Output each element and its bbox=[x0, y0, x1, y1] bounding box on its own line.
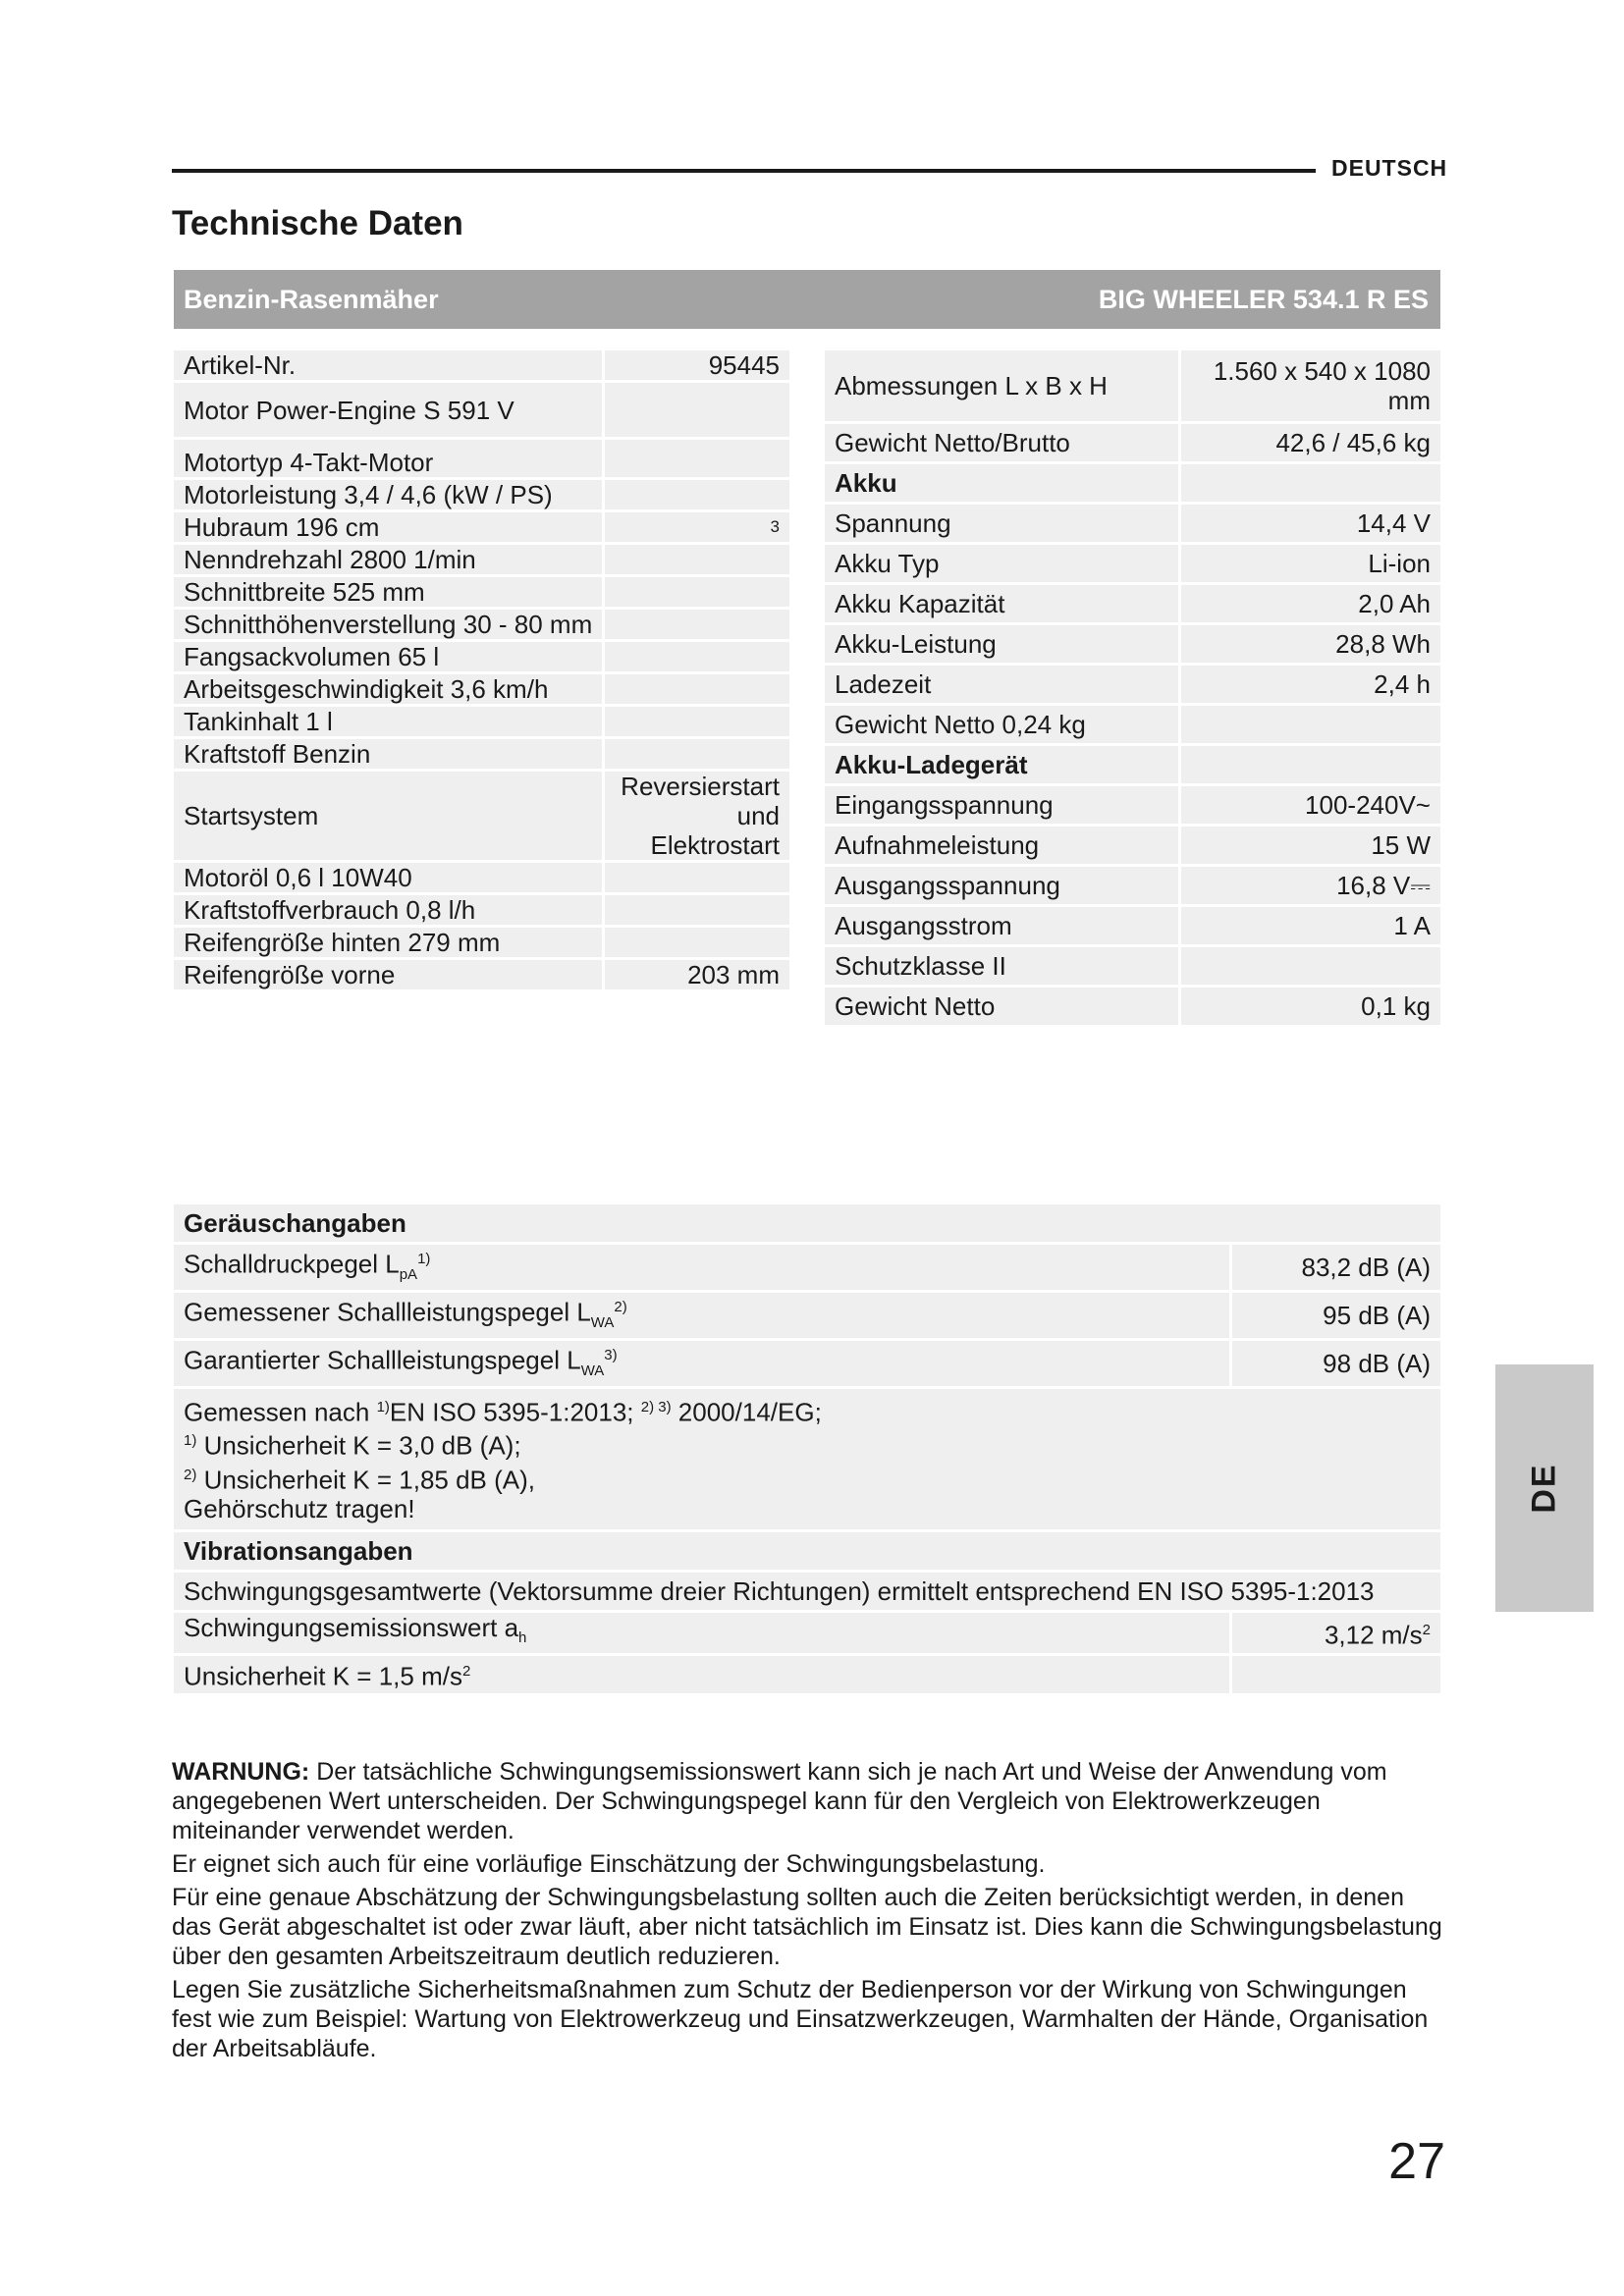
spec-value: 2,4 h bbox=[1181, 666, 1440, 703]
spec-value bbox=[1181, 464, 1440, 502]
spec-label: Spannung bbox=[825, 505, 1181, 542]
noise-value: 95 dB (A) bbox=[1232, 1293, 1440, 1338]
spec-label: Startsystem bbox=[174, 772, 605, 860]
spec-value-line2: Elektrostart bbox=[650, 830, 780, 860]
noise-vibration-table bbox=[174, 1201, 1440, 1696]
label-text: Schwingungsemissionswert a bbox=[184, 1612, 519, 1642]
table-row bbox=[174, 480, 789, 509]
note-line bbox=[184, 1393, 1431, 1427]
table-row bbox=[174, 545, 789, 574]
spec-value: Li-ion bbox=[1181, 545, 1440, 582]
table-row bbox=[174, 739, 789, 769]
note-text: EN ISO 5395-1:2013; bbox=[389, 1397, 641, 1427]
spec-value bbox=[605, 863, 789, 892]
spec-label: Reifengröße vorne bbox=[174, 960, 605, 989]
engine-spec-table bbox=[174, 347, 789, 992]
table-row bbox=[174, 350, 789, 380]
table-row bbox=[174, 1532, 1440, 1570]
note-sup: 1) bbox=[184, 1432, 197, 1450]
note-text: 2000/14/EG; bbox=[671, 1397, 822, 1427]
note-text: Gemessen nach bbox=[184, 1397, 377, 1427]
value-text: 3,12 m/s bbox=[1324, 1620, 1423, 1650]
product-model: BIG WHEELER 534.1 R ES bbox=[1098, 285, 1429, 314]
table-row bbox=[174, 1341, 1440, 1386]
warning-block bbox=[172, 1757, 1448, 2067]
note-text: Gehörschutz tragen! bbox=[184, 1493, 415, 1523]
note-line bbox=[184, 1426, 1431, 1461]
spec-value bbox=[605, 642, 789, 671]
warning-paragraph: Für eine genaue Abschätzung der Schwingungsbelastung sollten auch die Zeiten berücksichtigt werden, in denen das Gerät abgeschaltet ist oder zwar läuft, aber nicht tatsächlich im Einsatz ist. Dies kann die Schwingungsbelastung über den gesamten Arbeitszeitraum deutlich reduzieren. bbox=[172, 1884, 1442, 1970]
noise-label-sup: 2) bbox=[614, 1298, 627, 1315]
note-text: Unsicherheit K = 1,85 dB (A), bbox=[196, 1465, 536, 1495]
note-text: Unsicherheit K = 3,0 dB (A); bbox=[196, 1430, 521, 1461]
spec-value bbox=[605, 383, 789, 437]
spec-value bbox=[605, 928, 789, 957]
spec-label: Schutzklasse II bbox=[825, 947, 1181, 985]
noise-value: 83,2 dB (A) bbox=[1232, 1245, 1440, 1290]
spec-label: Schnittbreite 525 mm bbox=[174, 577, 605, 607]
table-row bbox=[825, 545, 1440, 582]
spec-value bbox=[605, 440, 789, 477]
spec-value bbox=[1181, 706, 1440, 743]
spec-label: Ausgangsstrom bbox=[825, 907, 1181, 944]
spec-value: 1 A bbox=[1181, 907, 1440, 944]
section-heading-vibration: Vibrationsangaben bbox=[174, 1532, 1440, 1570]
table-row bbox=[825, 625, 1440, 663]
warning-paragraph bbox=[172, 1757, 1448, 1845]
table-row bbox=[825, 585, 1440, 622]
table-row bbox=[825, 706, 1440, 743]
spec-label: Kraftstoff Benzin bbox=[174, 739, 605, 769]
side-tab-label: DE bbox=[1525, 1463, 1563, 1514]
table-row bbox=[174, 577, 789, 607]
spec-value bbox=[1181, 350, 1440, 421]
spec-label: Gewicht Netto/Brutto bbox=[825, 424, 1181, 461]
spec-value bbox=[605, 674, 789, 704]
table-row bbox=[174, 642, 789, 671]
table-row bbox=[825, 464, 1440, 502]
label-sup: 2 bbox=[461, 1663, 471, 1681]
product-category: Benzin-Rasenmäher bbox=[184, 285, 439, 314]
language-label: DEUTSCH bbox=[1331, 155, 1448, 181]
table-row bbox=[174, 512, 789, 542]
language-side-tab bbox=[1495, 1364, 1594, 1612]
table-row bbox=[174, 674, 789, 704]
spec-value bbox=[1181, 746, 1440, 783]
spec-value bbox=[1181, 947, 1440, 985]
table-row bbox=[174, 707, 789, 736]
spec-label: Motor Power-Engine S 591 V bbox=[174, 383, 605, 437]
spec-label: Motoröl 0,6 l 10W40 bbox=[174, 863, 605, 892]
table-row bbox=[174, 440, 789, 477]
table-row bbox=[174, 895, 789, 925]
spec-label: Artikel-Nr. bbox=[174, 350, 605, 380]
spec-value: 14,4 V bbox=[1181, 505, 1440, 542]
table-row bbox=[825, 666, 1440, 703]
noise-label bbox=[174, 1341, 1232, 1386]
table-row bbox=[825, 947, 1440, 985]
section-heading-akku: Akku bbox=[825, 464, 1181, 502]
spec-value: 16,8 V⎓ bbox=[1181, 867, 1440, 904]
vibration-emission-label bbox=[174, 1613, 1232, 1653]
noise-label bbox=[174, 1245, 1232, 1290]
noise-label-sup: 3) bbox=[604, 1346, 618, 1363]
noise-label-sub: WA bbox=[590, 1313, 615, 1331]
note-sup: 2) bbox=[184, 1466, 197, 1483]
spec-value bbox=[605, 480, 789, 509]
table-row bbox=[174, 1656, 1440, 1693]
noise-label bbox=[174, 1293, 1232, 1338]
spec-value: 42,6 / 45,6 kg bbox=[1181, 424, 1440, 461]
spec-label: Motorleistung 3,4 / 4,6 (kW / PS) bbox=[174, 480, 605, 509]
spec-value-line1: 1.560 x 540 x 1080 bbox=[1213, 356, 1431, 386]
note-line bbox=[184, 1461, 1431, 1495]
table-row bbox=[825, 988, 1440, 1025]
spec-label: Nenndrehzahl 2800 1/min bbox=[174, 545, 605, 574]
page-title: Technische Daten bbox=[172, 204, 463, 242]
table-row bbox=[825, 786, 1440, 824]
spec-value bbox=[605, 610, 789, 639]
table-row bbox=[174, 1613, 1440, 1653]
spec-label: Motortyp 4-Takt-Motor bbox=[174, 440, 605, 477]
noise-label-sub: WA bbox=[580, 1362, 605, 1379]
table-row bbox=[825, 746, 1440, 783]
spec-value-line2: mm bbox=[1387, 386, 1431, 415]
table-row bbox=[174, 610, 789, 639]
spec-label: Akku-Leistung bbox=[825, 625, 1181, 663]
spec-value bbox=[605, 577, 789, 607]
spec-value: 15 W bbox=[1181, 827, 1440, 864]
table-row bbox=[174, 772, 789, 860]
noise-label-sup: 1) bbox=[417, 1251, 431, 1267]
table-row bbox=[174, 863, 789, 892]
spec-value bbox=[605, 772, 789, 860]
label-text: Unsicherheit K = 1,5 m/s bbox=[184, 1662, 462, 1692]
table-row bbox=[825, 867, 1440, 904]
table-row bbox=[174, 1293, 1440, 1338]
spec-label: Hubraum 196 cm bbox=[174, 512, 605, 542]
warning-paragraph: Er eignet sich auch für eine vorläufige Einschätzung der Schwingungsbelastung. bbox=[172, 1850, 1046, 1878]
spec-value bbox=[605, 707, 789, 736]
noise-label-text: Schalldruckpegel L bbox=[184, 1249, 400, 1279]
note-line bbox=[184, 1495, 1431, 1523]
warning-text: Der tatsächliche Schwingungsemissionswert kann sich je nach Art und Weise der Anwendung vom angegebenen Wert unterscheiden. Der Schwingungspegel kann für den Vergleich von Elektrowerkzeugen miteinander verwendet werden. bbox=[172, 1758, 1387, 1844]
spec-label: Akku Kapazität bbox=[825, 585, 1181, 622]
spec-label: Abmessungen L x B x H bbox=[825, 350, 1181, 421]
table-row bbox=[174, 928, 789, 957]
spec-value-line1: Reversierstart und bbox=[621, 772, 780, 830]
table-row bbox=[825, 505, 1440, 542]
spec-value: 203 mm bbox=[605, 960, 789, 989]
value-sup: 2 bbox=[1422, 1621, 1431, 1638]
battery-spec-table bbox=[825, 347, 1440, 1028]
noise-measurement-note bbox=[174, 1389, 1440, 1529]
spec-label: Aufnahmeleistung bbox=[825, 827, 1181, 864]
spec-value: 0,1 kg bbox=[1181, 988, 1440, 1025]
spec-value bbox=[605, 545, 789, 574]
spec-label: Kraftstoffverbrauch 0,8 l/h bbox=[174, 895, 605, 925]
table-row bbox=[174, 1204, 1440, 1242]
page-number: 27 bbox=[1388, 2133, 1445, 2190]
spec-value bbox=[605, 895, 789, 925]
spec-value bbox=[605, 739, 789, 769]
spec-value: 28,8 Wh bbox=[1181, 625, 1440, 663]
spec-label: Arbeitsgeschwindigkeit 3,6 km/h bbox=[174, 674, 605, 704]
spec-value: 3 bbox=[605, 512, 789, 542]
table-row bbox=[174, 1573, 1440, 1610]
product-header-bar bbox=[174, 270, 1440, 329]
vibration-description: Schwingungsgesamtwerte (Vektorsumme dreier Richtungen) ermittelt entsprechend EN ISO 5395-1:2013 bbox=[174, 1573, 1440, 1610]
spec-label: Eingangsspannung bbox=[825, 786, 1181, 824]
spec-label: Ladezeit bbox=[825, 666, 1181, 703]
note-sup: 1) bbox=[376, 1398, 390, 1415]
noise-value: 98 dB (A) bbox=[1232, 1341, 1440, 1386]
spec-value: 95445 bbox=[605, 350, 789, 380]
table-row bbox=[825, 350, 1440, 421]
vibration-uncertainty bbox=[174, 1656, 1232, 1693]
spec-value: 100-240V~ bbox=[1181, 786, 1440, 824]
table-row bbox=[174, 960, 789, 989]
spec-label: Akku Typ bbox=[825, 545, 1181, 582]
spec-label: Gewicht Netto bbox=[825, 988, 1181, 1025]
table-row bbox=[825, 424, 1440, 461]
section-heading-noise: Geräuschangaben bbox=[174, 1204, 1440, 1242]
noise-label-text: Gemessener Schallleistungspegel L bbox=[184, 1297, 591, 1327]
vibration-uncertainty-value bbox=[1232, 1656, 1440, 1693]
section-heading-charger: Akku-Ladegerät bbox=[825, 746, 1181, 783]
vibration-emission-value bbox=[1232, 1613, 1440, 1653]
spec-label: Schnitthöhenverstellung 30 - 80 mm bbox=[174, 610, 605, 639]
spec-label: Fangsackvolumen 65 l bbox=[174, 642, 605, 671]
spec-value: 2,0 Ah bbox=[1181, 585, 1440, 622]
noise-label-sub: pA bbox=[399, 1265, 418, 1283]
warning-prefix: WARNUNG: bbox=[172, 1758, 310, 1786]
warning-paragraph: Legen Sie zusätzliche Sicherheitsmaßnahmen zum Schutz der Bedienperson vor der Wirkung von Schwingungen fest wie zum Beispiel: Wartung von Elektrowerkzeug und Einsatzwerkzeugen, Warmhalten der Hände, Organisation der Arbeitsabläufe. bbox=[172, 1976, 1429, 2062]
spec-label: Ausgangsspannung bbox=[825, 867, 1181, 904]
spec-label: Tankinhalt 1 l bbox=[174, 707, 605, 736]
table-row bbox=[825, 907, 1440, 944]
noise-label-text: Garantierter Schallleistungspegel L bbox=[184, 1345, 581, 1375]
table-row bbox=[174, 1245, 1440, 1290]
note-sup: 2) 3) bbox=[640, 1398, 672, 1415]
top-rule bbox=[172, 169, 1316, 173]
label-sub: h bbox=[518, 1629, 527, 1646]
table-row bbox=[174, 383, 789, 437]
table-row bbox=[825, 827, 1440, 864]
table-row bbox=[174, 1389, 1440, 1529]
spec-label: Reifengröße hinten 279 mm bbox=[174, 928, 605, 957]
spec-label: Gewicht Netto 0,24 kg bbox=[825, 706, 1181, 743]
